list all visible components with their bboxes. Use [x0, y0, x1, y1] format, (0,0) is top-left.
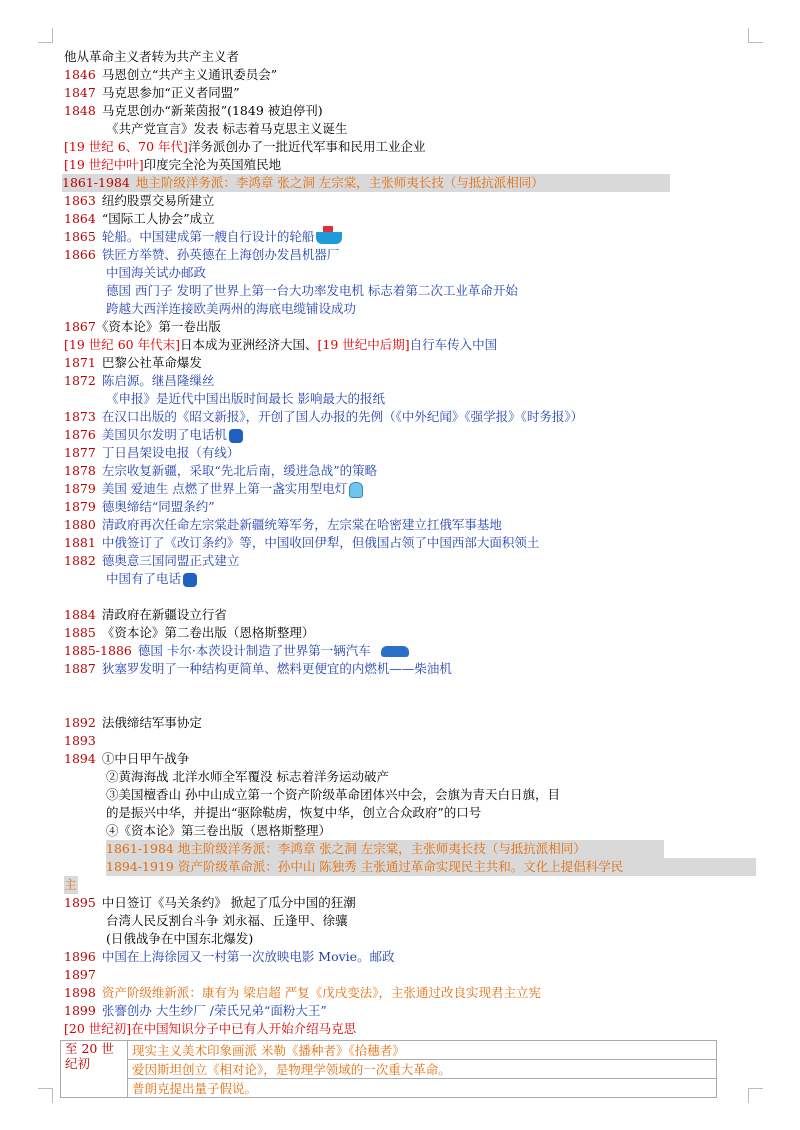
timeline-entry: 1866 铁匠方举赞、孙英德在上海创办发昌机器厂	[64, 247, 340, 262]
corner-mark	[38, 28, 53, 43]
timeline-subentry-highlighted: 主	[64, 877, 77, 892]
lightbulb-icon	[349, 482, 363, 498]
table-row-label: 至 20 世纪初	[61, 1041, 128, 1098]
timeline-entry-highlighted: 1861-1984 地主阶级洋务派：李鸿章 张之洞 左宗棠，主张师夷长技（与抵抗派相同）	[62, 174, 670, 192]
table-row	[61, 1079, 717, 1098]
timeline-entry: 1898 资产阶级维新派：康有为 梁启超 严复《戊戌变法》，主张通过改良实现君主立宪	[64, 985, 542, 1000]
timeline-entry: 1880 清政府再次任命左宗棠赴新疆统筹军务，左宗棠在哈密建立扛俄军事基地	[64, 517, 502, 532]
timeline-subentry: 德国 西门子 发明了世界上第一台大功率发电机 标志着第二次工业革命开始	[106, 283, 518, 298]
century-entry: [19 世纪 60 年代末]日本成为亚洲经济大国、[19 世纪中后期]自行车传入中国	[64, 337, 498, 352]
timeline-entry: 1879 德奥缔结“同盟条约”	[64, 499, 215, 514]
timeline-subentry: (日俄战争在中国东北爆发)	[106, 931, 254, 946]
timeline-subentry: 《申报》是近代中国出版时间最长 影响最大的报纸	[106, 391, 385, 406]
timeline-entry: 1872 陈启源。继昌隆缫丝	[64, 373, 215, 388]
timeline-entry: 1893	[64, 733, 96, 748]
timeline-subentry: 的是振兴中华，并提出“驱除鞑虏，恢复中华，创立合众政府”的口号	[106, 805, 482, 820]
century-entry: [19 世纪 6、70 年代]洋务派创办了一批近代军事和民用工业企业	[64, 139, 426, 154]
timeline-subentry: 跨越大西洋连接欧美两州的海底电缆铺设成功	[106, 301, 357, 316]
timeline-entry: 1876 美国贝尔发明了电话机	[64, 426, 243, 444]
timeline-subentry-highlighted: 1894-1919 资产阶级革命派：孙中山 陈独秀 主张通过革命实现民主共和。文化上提倡科学民	[106, 858, 756, 876]
timeline-subentry: 中国海关试办邮政	[106, 265, 207, 280]
timeline-entry: 1892 法俄缔结军事协定	[64, 715, 202, 730]
timeline-entry: 1864 “国际工人协会”成立	[64, 211, 215, 226]
century-table	[60, 1040, 717, 1098]
corner-mark	[748, 1088, 763, 1103]
timeline-subentry-highlighted: 1861-1984 地主阶级洋务派：李鸿章 张之洞 左宗棠，主张师夷长技（与抵抗派相同）	[106, 840, 664, 858]
timeline-subentry: 中国有了电话	[106, 570, 197, 588]
timeline-entry: 1867《资本论》第一卷出版	[64, 319, 221, 334]
timeline-entry: 1877 丁日昌架设电报（有线）	[64, 445, 240, 460]
timeline-entry: 1863 纽约股票交易所建立	[64, 193, 215, 208]
timeline-entry: 1897	[64, 967, 96, 982]
timeline-subentry: 台湾人民反割台斗争 刘永福、丘逢甲、徐骧	[106, 913, 348, 928]
timeline-entry: 1899 张謇创办 大生纱厂 /荣氏兄弟“面粉大王”	[64, 1003, 327, 1018]
timeline-entry: 1884 清政府在新疆设立行省	[64, 607, 227, 622]
timeline-subentry: 《共产党宣言》发表 标志着马克思主义诞生	[106, 121, 348, 136]
timeline-entry: 1878 左宗收复新疆，采取“先北后南，缓进急战”的策略	[64, 463, 378, 478]
car-icon	[381, 646, 409, 657]
timeline-entry: 1879 美国 爱迪生 点燃了世界上第一盏实用型电灯	[64, 480, 363, 498]
table-row	[61, 1041, 717, 1060]
timeline-entry: 1848 马克思创办“新莱茵报”(1849 被迫停刊)	[64, 103, 323, 118]
timeline-entry: 1871 巴黎公社革命爆发	[64, 355, 202, 370]
corner-mark	[748, 28, 763, 43]
timeline-entry: 1873 在汉口出版的《昭文新报》，开创了国人办报的先例（《中外纪闻》《强学报》《时务报》）	[64, 409, 584, 424]
corner-mark	[38, 1088, 53, 1103]
timeline-entry: 1882 德奥意三国同盟正式建立	[64, 553, 240, 568]
timeline-subentry: ④《资本论》第三卷出版（恩格斯整理）	[106, 823, 332, 838]
timeline-entry: 1865 轮船。中国建成第一艘自行设计的轮船	[64, 228, 342, 246]
telephone-icon	[183, 573, 197, 587]
timeline-subentry: ③美国檀香山 孙中山成立第一个资产阶级革命团体兴中会，会旗为青天白日旗，目	[106, 787, 560, 802]
century-entry: [20 世纪初]在中国知识分子中已有人开始介绍马克思	[64, 1021, 357, 1036]
table-cell: 现实主义美术印象画派 米勒《播种者》《拾穗者》	[128, 1041, 717, 1060]
table-row	[61, 1060, 717, 1079]
table-cell: 普朗克提出量子假说。	[128, 1079, 717, 1098]
timeline-entry: 1885-1886 德国 卡尔·本茨设计制造了世界第一辆汽车	[64, 642, 409, 660]
timeline-entry: 1881 中俄签订了《改订条约》等，中国收回伊犁，但俄国占领了中国西部大面积领土	[64, 535, 540, 550]
ship-icon	[316, 232, 342, 244]
timeline-entry: 1894 ①中日甲午战争	[64, 751, 190, 766]
timeline-entry: 1895 中日签订《马关条约》 掀起了瓜分中国的狂潮	[64, 895, 356, 910]
heading-line: 他从革命主义者转为共产主义者	[64, 49, 240, 64]
telephone-icon	[229, 429, 243, 443]
timeline-entry: 1885 《资本论》第二卷出版（恩格斯整理）	[64, 625, 315, 640]
century-entry: [19 世纪中叶]印度完全沦为英国殖民地	[64, 157, 282, 172]
timeline-entry: 1846 马恩创立“共产主义通讯委员会”	[64, 67, 278, 82]
timeline-entry: 1896 中国在上海徐园又一村第一次放映电影 Movie。邮政	[64, 949, 395, 964]
table-cell: 爱因斯坦创立《相对论》，是物理学领域的一次重大革命。	[128, 1060, 717, 1079]
timeline-subentry: ②黄海海战 北洋水师全军覆没 标志着洋务运动破产	[106, 769, 389, 784]
timeline-entry: 1887 狄塞罗发明了一种结构更简单、燃料更便宜的内燃机——柴油机	[64, 661, 452, 676]
timeline-entry: 1847 马克思参加“正义者同盟”	[64, 85, 240, 100]
